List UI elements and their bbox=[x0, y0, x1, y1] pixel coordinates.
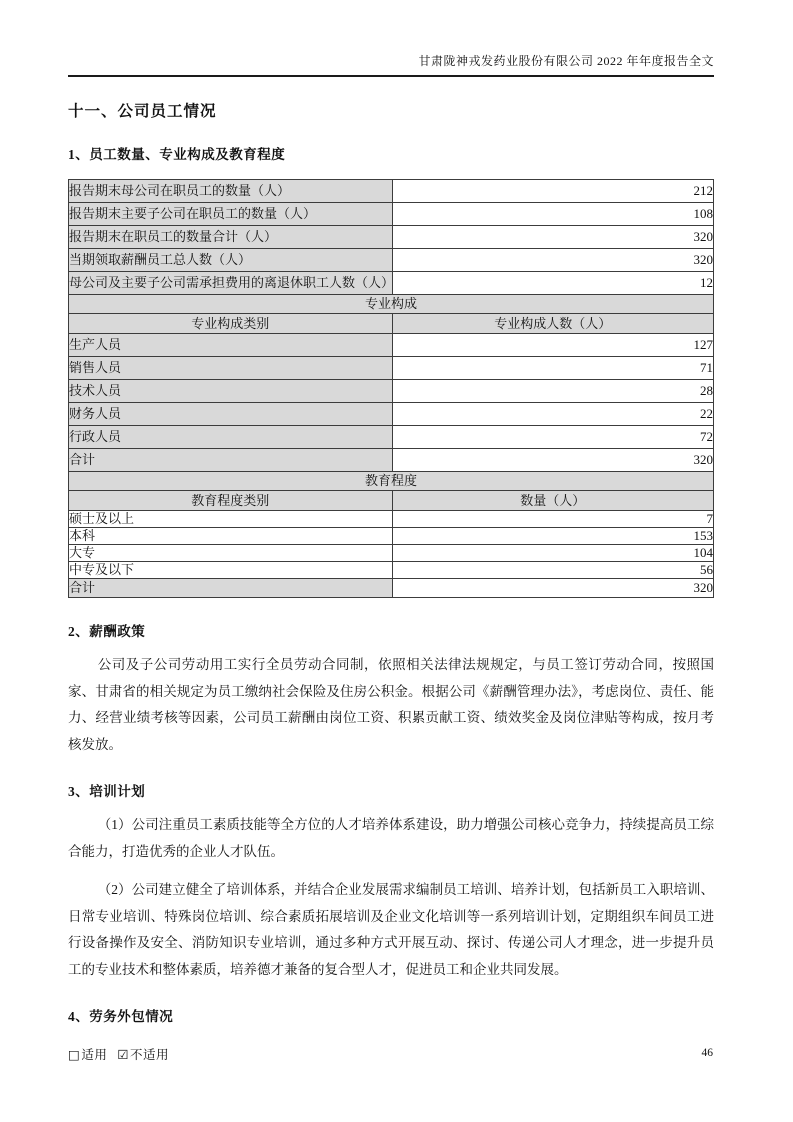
row-label: 财务人员 bbox=[69, 403, 393, 426]
table-total-row bbox=[69, 579, 714, 598]
row-label: 销售人员 bbox=[69, 357, 393, 380]
column-header: 专业构成人数（人） bbox=[392, 314, 714, 334]
subsection-1-title: 1、员工数量、专业构成及教育程度 bbox=[68, 147, 286, 162]
table-row bbox=[69, 545, 714, 562]
row-label: 母公司及主要子公司需承担费用的离退休职工人数（人） bbox=[69, 272, 393, 295]
table-section-header-row bbox=[69, 472, 714, 491]
table-column-header-row bbox=[69, 491, 714, 511]
row-value: 320 bbox=[392, 226, 714, 249]
training-plan-paragraph-2: （2）公司建立健全了培训体系，并结合企业发展需求编制员工培训、培养计划，包括新员工入职培训、日常专业培训、特殊岗位培训、综合素质拓展培训及企业文化培训等一系列培训计划，定期组织车间员工进行设备操作及安全、消防知识专业培训，通过多种方式开展互动、探讨、传递公司人才理念，进一步提升员工的专业技术和整体素质，培养德才兼备的复合型人才，促进员工和企业共同发展。 bbox=[68, 882, 714, 977]
subsection-3-title: 3、培训计划 bbox=[68, 784, 146, 799]
page-content bbox=[68, 0, 714, 1063]
total-value: 320 bbox=[392, 449, 714, 472]
row-value: 320 bbox=[392, 249, 714, 272]
section-title: 十一、公司员工情况 bbox=[68, 103, 217, 120]
row-value: 153 bbox=[392, 528, 714, 545]
subsection-4-title: 4、劳务外包情况 bbox=[68, 1009, 174, 1024]
table-row bbox=[69, 562, 714, 579]
row-label: 大专 bbox=[69, 545, 393, 562]
section-header-education: 教育程度 bbox=[69, 472, 714, 491]
checkbox-checked-icon: ☑ bbox=[117, 1047, 130, 1062]
row-label: 硕士及以上 bbox=[69, 511, 393, 528]
section-header-profession: 专业构成 bbox=[69, 295, 714, 314]
table-row bbox=[69, 426, 714, 449]
table-row bbox=[69, 528, 714, 545]
table-row bbox=[69, 380, 714, 403]
page-number: 46 bbox=[701, 1047, 713, 1059]
training-plan-paragraph-1: （1）公司注重员工素质技能等全方位的人才培养体系建设，助力增强公司核心竞争力，持续提高员工综合能力，打造优秀的企业人才队伍。 bbox=[68, 817, 714, 859]
row-label: 行政人员 bbox=[69, 426, 393, 449]
page-header bbox=[68, 0, 714, 77]
applicable-label: 适用 bbox=[81, 1048, 108, 1062]
table-row bbox=[69, 403, 714, 426]
applicable-option bbox=[68, 1048, 107, 1062]
applicability-row bbox=[68, 1045, 714, 1063]
compensation-policy-paragraph: 公司及子公司劳动用工实行全员劳动合同制，依照相关法律法规规定，与员工签订劳动合同，按照国家、甘肃省的相关规定为员工缴纳社会保险及住房公积金。根据公司《薪酬管理办法》，考虑岗位、责任、能力、经营业绩考核等因素，公司员工薪酬由岗位工资、积累贡献工资、绩效奖金及岗位津贴等构成，按月考核发放。 bbox=[68, 657, 714, 752]
row-value: 127 bbox=[392, 334, 714, 357]
row-value: 71 bbox=[392, 357, 714, 380]
column-header: 教育程度类别 bbox=[69, 491, 393, 511]
not-applicable-option bbox=[117, 1048, 169, 1062]
table-total-row bbox=[69, 449, 714, 472]
total-label: 合计 bbox=[69, 449, 393, 472]
table-row bbox=[69, 511, 714, 528]
total-label: 合计 bbox=[69, 579, 393, 598]
column-header: 专业构成类别 bbox=[69, 314, 393, 334]
row-value: 212 bbox=[392, 180, 714, 203]
checkbox-unchecked-icon: □ bbox=[68, 1047, 81, 1062]
employee-table bbox=[68, 179, 714, 598]
table-row bbox=[69, 203, 714, 226]
row-value: 108 bbox=[392, 203, 714, 226]
row-value: 7 bbox=[392, 511, 714, 528]
row-label: 生产人员 bbox=[69, 334, 393, 357]
table-row bbox=[69, 180, 714, 203]
row-value: 72 bbox=[392, 426, 714, 449]
table-row bbox=[69, 334, 714, 357]
row-label: 技术人员 bbox=[69, 380, 393, 403]
report-header-title: 甘肃陇神戎发药业股份有限公司 2022 年年度报告全文 bbox=[418, 54, 714, 68]
row-value: 104 bbox=[392, 545, 714, 562]
not-applicable-label: 不适用 bbox=[130, 1048, 170, 1062]
subsection-2-title: 2、薪酬政策 bbox=[68, 624, 146, 639]
row-label: 报告期末主要子公司在职员工的数量（人） bbox=[69, 203, 393, 226]
row-value: 56 bbox=[392, 562, 714, 579]
row-label: 本科 bbox=[69, 528, 393, 545]
row-value: 12 bbox=[392, 272, 714, 295]
row-label: 报告期末母公司在职员工的数量（人） bbox=[69, 180, 393, 203]
table-row bbox=[69, 226, 714, 249]
row-label: 报告期末在职员工的数量合计（人） bbox=[69, 226, 393, 249]
total-value: 320 bbox=[392, 579, 714, 598]
table-row bbox=[69, 272, 714, 295]
row-label: 中专及以下 bbox=[69, 562, 393, 579]
row-value: 28 bbox=[392, 380, 714, 403]
row-label: 当期领取薪酬员工总人数（人） bbox=[69, 249, 393, 272]
table-section-header-row bbox=[69, 295, 714, 314]
table-row bbox=[69, 357, 714, 380]
row-value: 22 bbox=[392, 403, 714, 426]
table-row bbox=[69, 249, 714, 272]
table-column-header-row bbox=[69, 314, 714, 334]
column-header: 数量（人） bbox=[392, 491, 714, 511]
